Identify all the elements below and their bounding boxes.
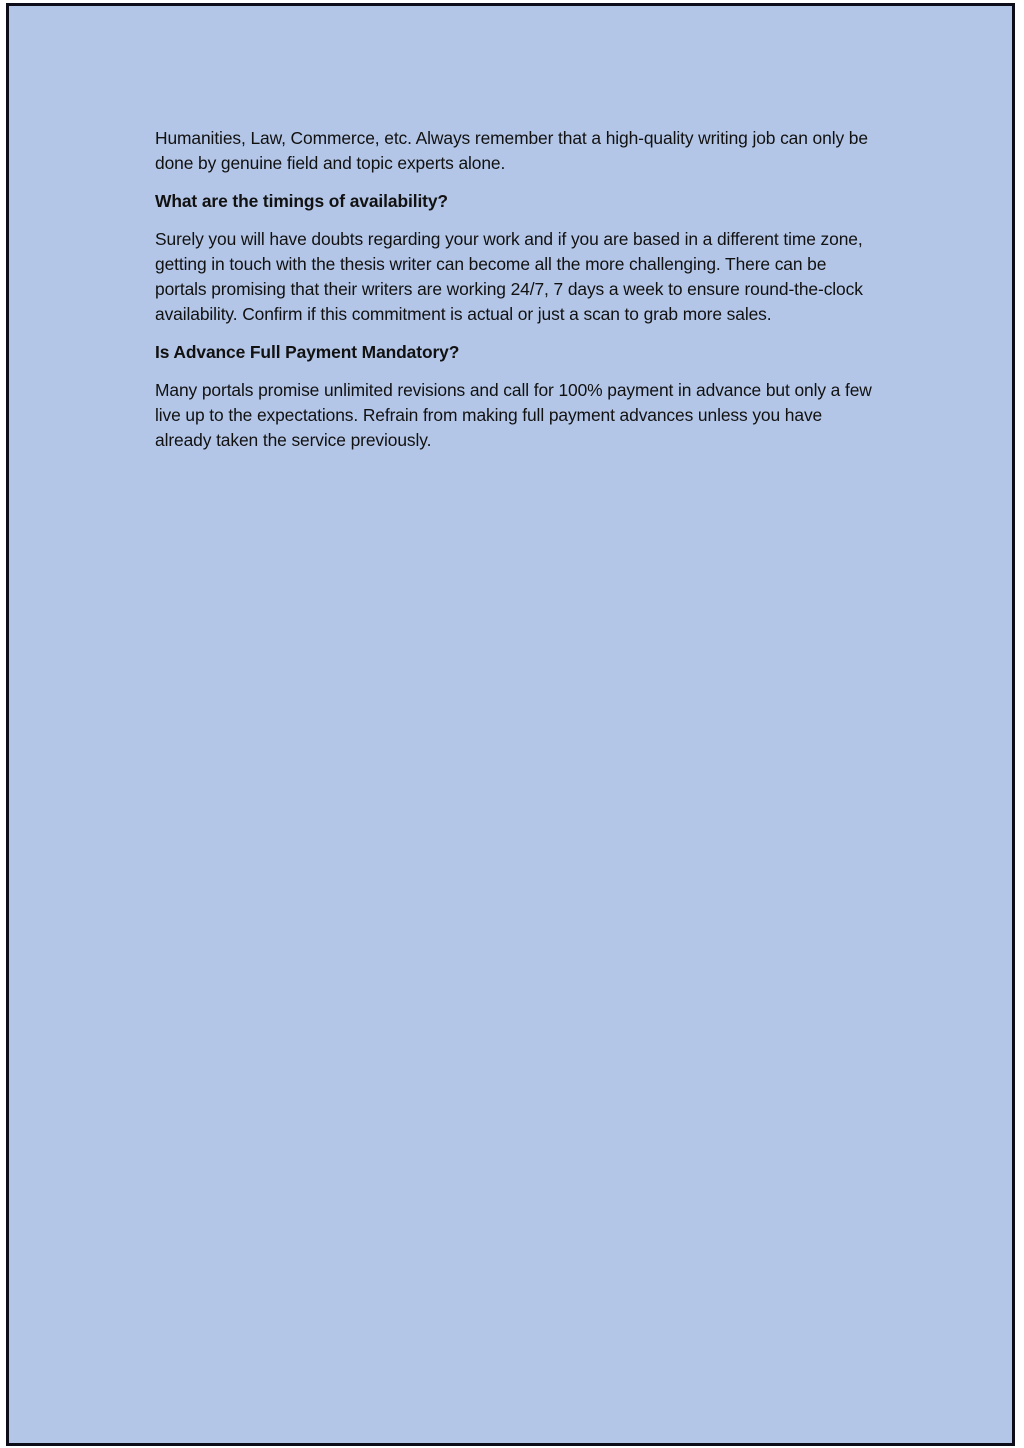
page-frame <box>6 3 1015 1446</box>
document-body <box>155 126 875 466</box>
heading-availability: What are the timings of availability? <box>155 191 448 211</box>
paragraph-intro: Humanities, Law, Commerce, etc. Always remember that a high-quality writing job can only be done by genuine field and topic experts alone. <box>155 128 868 173</box>
heading-advance-payment: Is Advance Full Payment Mandatory? <box>155 342 460 362</box>
paragraph-availability: Surely you will have doubts regarding your work and if you are based in a different time zone, getting in touch with the thesis writer can become all the more challenging. There can be portals promising that their writers are working 24/7, 7 days a week to ensure round-the-clock availability. Confirm if this commitment is actual or just a scan to grab more sales. <box>155 229 863 324</box>
paragraph-advance-payment: Many portals promise unlimited revisions and call for 100% payment in advance but only a few live up to the expectations. Refrain from making full payment advances unless you have already taken the service previously. <box>155 380 872 450</box>
